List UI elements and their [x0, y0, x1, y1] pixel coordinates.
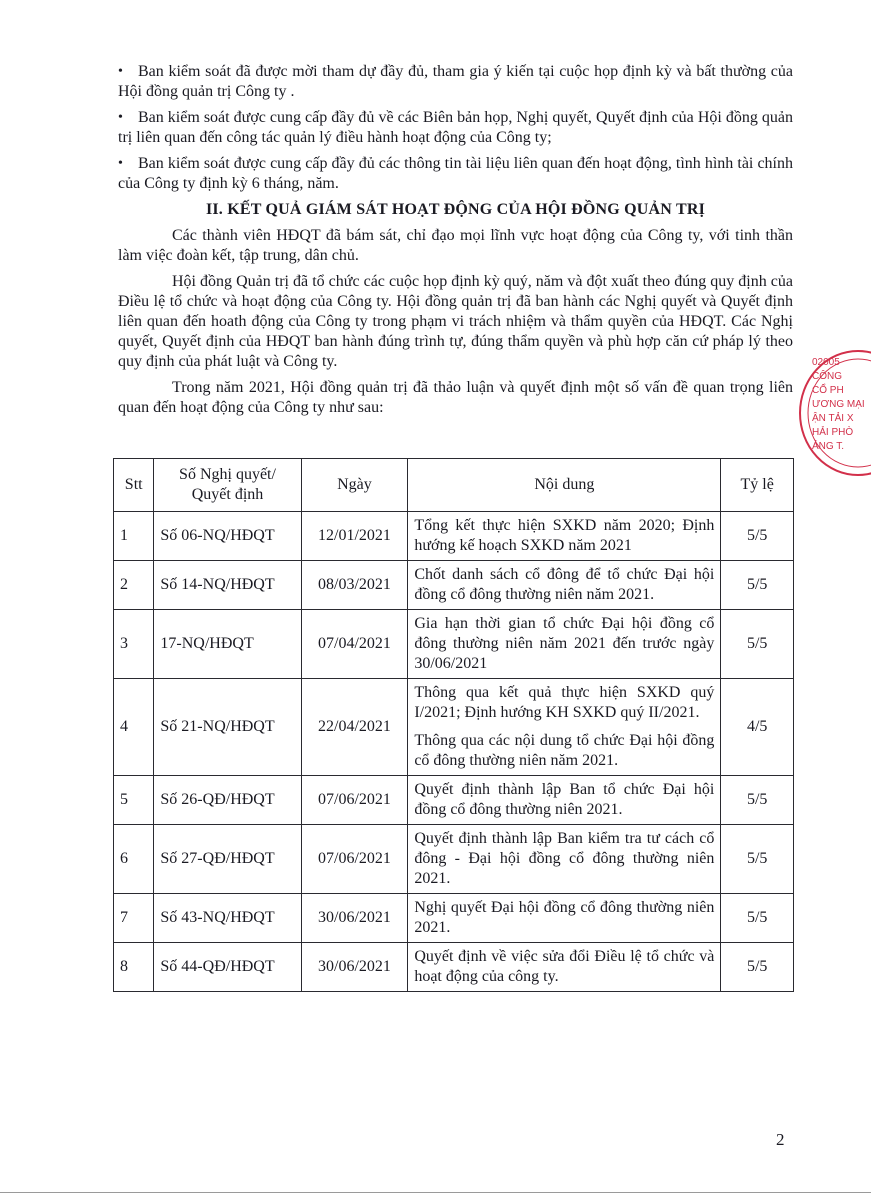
- cell-resolution-number: Số 06-NQ/HĐQT: [154, 512, 301, 561]
- cell-content: [408, 561, 721, 610]
- paragraph: Các thành viên HĐQT đã bám sát, chỉ đạo mọi lĩnh vực hoạt động của Công ty, với tinh thần làm việc đoàn kết, tập trung, dân chủ.: [118, 227, 793, 264]
- cell-ratio: 5/5: [721, 894, 794, 943]
- table-row: [114, 610, 794, 679]
- cell-content: [408, 512, 721, 561]
- cell-resolution-number: Số 27-QĐ/HĐQT: [154, 825, 301, 894]
- table-body: [114, 512, 794, 992]
- content-paragraph: Quyết định thành lập Ban tổ chức Đại hội đồng cổ đông thường niên 2021.: [414, 781, 715, 818]
- stamp-text: [812, 356, 865, 454]
- cell-date: 22/04/2021: [301, 679, 408, 776]
- document-body: [118, 62, 793, 424]
- header-stt: Stt: [114, 459, 154, 512]
- section-heading: II. KẾT QUẢ GIÁM SÁT HOẠT ĐỘNG CỦA HỘI ĐỒNG QUẢN TRỊ: [205, 201, 706, 218]
- stamp-line: HẢI PHÒ: [812, 427, 854, 438]
- bullet-item: • Ban kiểm soát được cung cấp đầy đủ các thông tin tài liệu liên quan đến hoạt động, tình hình tài chính của Công ty định kỳ 6 tháng, năm.: [118, 155, 793, 192]
- header-resolution-number: Số Nghị quyết/ Quyết định: [154, 459, 301, 512]
- content-paragraph: Gia hạn thời gian tổ chức Đại hội đồng cổ đông thường niên năm 2021 đến trước ngày 30/06/2021: [414, 615, 715, 672]
- bullet-icon: •: [118, 110, 123, 125]
- cell-ratio: 5/5: [721, 561, 794, 610]
- cell-stt: 1: [114, 512, 154, 561]
- page-edge-divider: [0, 1192, 871, 1193]
- content-paragraph: Thông qua kết quả thực hiện SXKD quý I/2021; Định hướng KH SXKD quý II/2021.: [414, 684, 715, 721]
- cell-stt: 6: [114, 825, 154, 894]
- stamp-line: ẬN TẢI X: [812, 413, 854, 424]
- cell-date: 07/04/2021: [301, 610, 408, 679]
- bullet-item: • Ban kiểm soát được cung cấp đầy đủ về các Biên bản họp, Nghị quyết, Quyết định của Hội đồng quản trị liên quan đến công tác quản lý điều hành hoạt động của Công ty;: [118, 109, 793, 146]
- cell-content: [408, 679, 721, 776]
- cell-content: [408, 776, 721, 825]
- content-paragraph: Nghị quyết Đại hội đồng cổ đông thường niên 2021.: [414, 899, 715, 936]
- content-paragraph: Thông qua các nội dung tổ chức Đại hội đồng cổ đông thường niên năm 2021.: [414, 732, 715, 769]
- cell-date: 08/03/2021: [301, 561, 408, 610]
- bullet-icon: •: [118, 156, 123, 171]
- cell-stt: 3: [114, 610, 154, 679]
- cell-content: [408, 825, 721, 894]
- table-header-row: [114, 459, 794, 512]
- content-paragraph: Chốt danh sách cổ đông để tổ chức Đại hội đồng cổ đông thường niên năm 2021.: [414, 566, 715, 603]
- cell-resolution-number: 17-NQ/HĐQT: [154, 610, 301, 679]
- resolutions-table: [113, 458, 794, 992]
- cell-content: [408, 610, 721, 679]
- cell-ratio: 5/5: [721, 776, 794, 825]
- cell-date: 12/01/2021: [301, 512, 408, 561]
- table-row: [114, 894, 794, 943]
- cell-ratio: 5/5: [721, 512, 794, 561]
- cell-content: [408, 894, 721, 943]
- cell-resolution-number: Số 43-NQ/HĐQT: [154, 894, 301, 943]
- page-number: 2: [776, 1130, 785, 1149]
- content-paragraph: Tổng kết thực hiện SXKD năm 2020; Định hướng kế hoạch SXKD năm 2021: [414, 517, 715, 554]
- cell-ratio: 4/5: [721, 679, 794, 776]
- cell-resolution-number: Số 26-QĐ/HĐQT: [154, 776, 301, 825]
- bullet-icon: •: [118, 64, 123, 79]
- stamp-line: ẢNG T.: [812, 441, 845, 452]
- table-row: [114, 943, 794, 992]
- cell-resolution-number: Số 44-QĐ/HĐQT: [154, 943, 301, 992]
- table-row: [114, 512, 794, 561]
- cell-content: [408, 943, 721, 992]
- cell-date: 07/06/2021: [301, 825, 408, 894]
- cell-date: 07/06/2021: [301, 776, 408, 825]
- paragraph: Hội đồng Quản trị đã tổ chức các cuộc họp định kỳ quý, năm và đột xuất theo đúng quy định của Điều lệ tổ chức và hoạt động của Công ty. Hội đồng quản trị đã ban hành các Nghị quyết và Quyết định liên quan đến hoath động của Công ty trong phạm vi trách nhiệm và thẩm quyền của HĐQT. Các Nghị quyết, Quyết định của HĐQT ban hành đúng trình tự, đúng thẩm quyền và phù hợp căn cứ pháp lý theo quy định của phát luật và Công ty.: [118, 273, 793, 370]
- table-row: [114, 825, 794, 894]
- paragraph: Trong năm 2021, Hội đồng quản trị đã thảo luận và quyết định một số vấn đề quan trọng liên quan đến hoạt động của Công ty như sau:: [118, 379, 793, 416]
- cell-stt: 8: [114, 943, 154, 992]
- header-date: Ngày: [301, 459, 408, 512]
- cell-ratio: 5/5: [721, 943, 794, 992]
- cell-stt: 7: [114, 894, 154, 943]
- bullet-item: • Ban kiểm soát đã được mời tham dự đầy đủ, tham gia ý kiến tại cuộc họp định kỳ và bất thường của Hội đồng quản trị Công ty .: [118, 63, 793, 100]
- cell-date: 30/06/2021: [301, 894, 408, 943]
- header-ratio: Tỷ lệ: [721, 459, 794, 512]
- stamp-line: CỔ PH: [812, 385, 844, 396]
- table-row: [114, 679, 794, 776]
- table-row: [114, 776, 794, 825]
- cell-stt: 4: [114, 679, 154, 776]
- cell-resolution-number: Số 14-NQ/HĐQT: [154, 561, 301, 610]
- content-paragraph: Quyết định về việc sửa đổi Điều lệ tổ chức và hoạt động của công ty.: [414, 948, 715, 985]
- cell-resolution-number: Số 21-NQ/HĐQT: [154, 679, 301, 776]
- company-stamp: [796, 348, 871, 478]
- content-paragraph: Quyết định thành lập Ban kiểm tra tư cách cổ đông - Đại hội đồng cổ đông thường niên 2021.: [414, 830, 715, 887]
- header-content: Nội dung: [408, 459, 721, 512]
- cell-ratio: 5/5: [721, 610, 794, 679]
- table-row: [114, 561, 794, 610]
- cell-ratio: 5/5: [721, 825, 794, 894]
- stamp-line: 02005: [812, 357, 840, 368]
- cell-stt: 5: [114, 776, 154, 825]
- cell-stt: 2: [114, 561, 154, 610]
- stamp-line: CÔNG: [812, 371, 842, 382]
- cell-date: 30/06/2021: [301, 943, 408, 992]
- stamp-line: ƯƠNG MẠI: [812, 399, 865, 410]
